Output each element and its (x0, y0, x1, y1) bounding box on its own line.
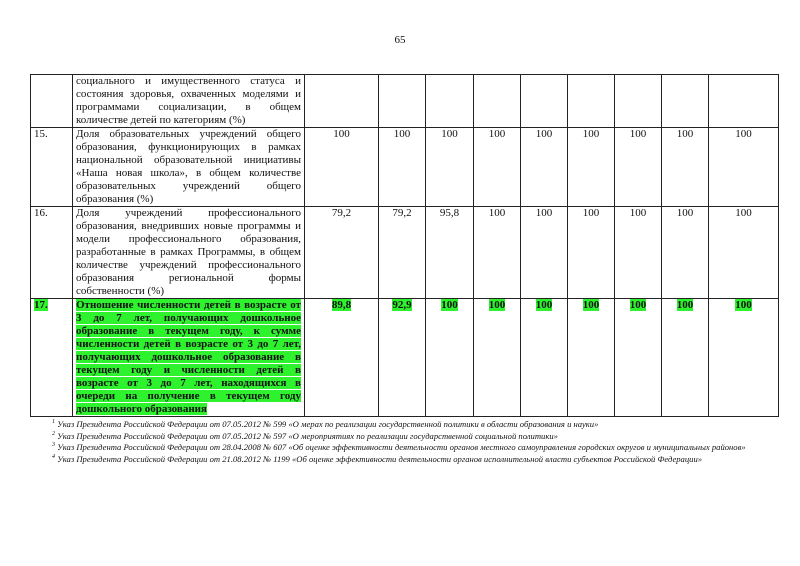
value-cell (379, 128, 426, 207)
value-text: 100 (535, 207, 553, 219)
value-cell (305, 207, 379, 299)
row-number-text: 15. (34, 128, 48, 140)
value-text: 100 (535, 128, 553, 140)
footnote-text: Указ Президента Российской Федерации от 07.05.2012 № 599 «О мерах по реализации государственной политики в области образования и науки» (57, 419, 599, 429)
footnote (52, 419, 752, 431)
value-text: 100 (582, 207, 600, 219)
table-row (31, 207, 779, 299)
value-text: 100 (393, 128, 411, 140)
value-text: 92,9 (392, 299, 412, 311)
row-number (31, 75, 73, 128)
row-number (31, 128, 73, 207)
value-cell (662, 207, 709, 299)
value-cell (305, 128, 379, 207)
footnote-text: Указ Президента Российской Федерации от 07.05.2012 № 597 «О мероприятиях по реализации государственной социальной политики» (57, 430, 558, 441)
value-text: 79,2 (331, 207, 352, 219)
value-text: 95,8 (439, 207, 460, 219)
value-cell (474, 128, 521, 207)
footnote-text: Указ Президента Российской Федерации от 28.04.2008 № 607 «Об оценке эффективности деятельности органов местного самоуправления городских округов и муниципальных районов» (57, 442, 746, 452)
footnote-mark: 2 (52, 430, 55, 437)
value-cell (709, 128, 779, 207)
value-cell (568, 128, 615, 207)
page-body (30, 74, 778, 465)
footnote-mark: 1 (52, 419, 55, 426)
indicator-name (73, 207, 305, 299)
page-number: 65 (394, 34, 406, 46)
value-cell (521, 299, 568, 417)
footnote (52, 454, 752, 466)
indicators-table (30, 74, 779, 417)
footnote (52, 431, 752, 443)
table-row (31, 75, 779, 128)
value-text: 100 (488, 128, 506, 140)
footnote (52, 442, 752, 454)
value-cell (426, 128, 474, 207)
value-cell (521, 207, 568, 299)
value-cell (709, 299, 779, 417)
footnotes (52, 419, 752, 465)
row-number-text: 17. (34, 299, 48, 311)
indicator-text: социального и имущественного статуса и состояния здоровья, охваченных моделями и программами социализации, в общем количестве детей по категориям (%) (76, 75, 301, 126)
indicator-name (73, 75, 305, 128)
value-text: 100 (582, 128, 600, 140)
indicator-text: Доля образовательных учреждений общего образования, функционирующих в рамках национальной образовательной инициативы «Наша новая школа», в общем количестве образовательных учреждений общего образования (%) (76, 128, 301, 205)
value-text: 100 (735, 207, 752, 219)
value-cell (379, 207, 426, 299)
value-cell (615, 207, 662, 299)
value-cell (709, 207, 779, 299)
value-cell (426, 75, 474, 128)
value-text: 100 (535, 299, 553, 311)
value-cell (568, 299, 615, 417)
footnote-mark: 4 (52, 453, 55, 460)
value-text: 100 (441, 299, 458, 311)
value-cell (305, 75, 379, 128)
value-text: 100 (488, 299, 506, 311)
value-text: 100 (629, 299, 647, 311)
value-cell (615, 128, 662, 207)
value-text: 100 (629, 128, 647, 140)
value-cell (662, 299, 709, 417)
value-text: 100 (629, 207, 647, 219)
value-text: 100 (676, 207, 694, 219)
value-text: 79,2 (392, 207, 412, 219)
indicator-name (73, 128, 305, 207)
value-cell (305, 299, 379, 417)
table-row (31, 128, 779, 207)
value-cell (379, 299, 426, 417)
value-text: 100 (582, 299, 600, 311)
value-cell (521, 128, 568, 207)
value-cell (662, 128, 709, 207)
value-text: 100 (488, 207, 506, 219)
value-cell (662, 75, 709, 128)
indicator-text: Отношение численности детей в возрасте от 3 до 7 лет, получающих дошкольное образование в текущем году, к сумме численности детей в возрасте от 3 до 7 лет, получающих дошкольное образование в текущем году и численности детей в возрасте от 3 до 7 лет, находящихся в очереди на получение в текущем году дошкольного образования (76, 299, 301, 415)
value-cell (474, 75, 521, 128)
value-text: 100 (333, 128, 350, 140)
value-cell (474, 299, 521, 417)
row-number-text: 16. (34, 207, 48, 219)
value-cell (568, 207, 615, 299)
row-number (31, 299, 73, 417)
value-text: 100 (676, 299, 694, 311)
value-cell (521, 75, 568, 128)
value-text: 100 (441, 128, 458, 140)
value-cell (474, 207, 521, 299)
footnote-mark: 3 (52, 442, 55, 449)
value-cell (615, 299, 662, 417)
value-cell (615, 75, 662, 128)
value-text: 100 (676, 128, 694, 140)
indicator-text: Доля учреждений профессионального образования, внедривших новые программы и модели профессионального образования, разработанные в рамках Программы, в общем количестве учреждений профессионального образования региональной формы собственности (%) (76, 207, 301, 297)
value-cell (709, 75, 779, 128)
value-cell (426, 207, 474, 299)
value-cell (426, 299, 474, 417)
row-number (31, 207, 73, 299)
value-text: 89,8 (331, 299, 352, 311)
value-text: 100 (735, 299, 752, 311)
value-text: 100 (735, 128, 752, 140)
footnote-text: Указ Президента Российской Федерации от 21.08.2012 № 1199 «Об оценке эффективности деятельности органов исполнительной власти субъектов Российской Федерации» (57, 453, 703, 464)
indicator-name (73, 299, 305, 417)
value-cell (379, 75, 426, 128)
table-row (31, 299, 779, 417)
value-cell (568, 75, 615, 128)
